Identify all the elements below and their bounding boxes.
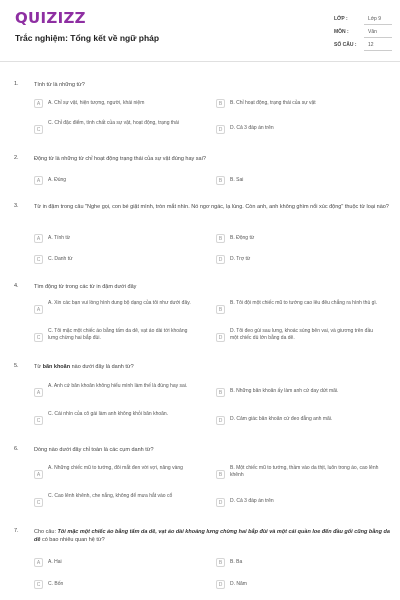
option-letter-box: B [216,99,225,108]
meta-class [334,13,392,26]
option-text: C. Bốn [48,581,64,587]
question-text: Dòng nào dưới đây chỉ toàn là các cụm danh từ? [34,447,154,453]
question-number: 1. [14,81,19,87]
option-text: B. Sai [230,177,244,183]
question-number: 2. [14,155,19,161]
option-text: D. Cả 3 đáp án trên [230,125,274,131]
option-text: A. Những chiếc mũ to tướng, đôi mắt đen vời vợi, nâng vàng [48,465,183,471]
meta-label: SỐ CÂU : [334,42,357,48]
option-letter-box: B [216,176,225,185]
option-text: B. Ba [230,559,243,565]
option-text: C. Cao lênh khênh, che nắng, không để mưa hắt vào cổ [48,493,173,499]
option-text: D. Cả 3 đáp án trên [230,498,274,504]
question-number: 4. [14,283,19,289]
question-text: Tính từ là những từ? [34,82,85,88]
option-text: B. Những băn khoăn ấy làm anh cứ day dứt mãi. [230,388,339,394]
option-letter-box: C [34,580,43,589]
header-divider [0,61,400,62]
option-text: C. Cái nhìn của cô gái làm anh không khỏi băn khoăn. [48,411,169,417]
worksheet-header [0,0,400,62]
option-letter-box: D [216,125,225,134]
option-text: D. Năm [230,581,247,587]
option-letter-box: A [34,558,43,567]
option-letter-box: B [216,470,225,479]
question-number: 3. [14,203,19,209]
option-text: C. Tôi mặc một chiếc áo bằng tấm da dê, vạt áo dài tới khoảng lưng chừng hai bắp đùi. [48,328,188,341]
option-letter-box: A [34,176,43,185]
question-text: Động từ là những từ chỉ hoạt động trạng thái của sự vật đúng hay sai? [34,156,206,162]
meta-subject [334,26,392,39]
meta-value: Lớp 9 [368,16,382,22]
option-letter-box: B [216,388,225,397]
option-letter-box: C [34,125,43,134]
question-number: 6. [14,446,19,452]
option-text: D. Cảm giác băn khoăn cứ đeo đẳng anh mãi. [230,416,333,422]
bold-phrase: băn khoăn [42,364,71,370]
option-letter-box: C [34,416,43,425]
option-text: B. Một chiếc mũ to tướng, thầm vào da thịt, luôn trong áo, cao lênh khênh [230,465,379,478]
option-letter-box: A [34,234,43,243]
option-letter-box: B [216,234,225,243]
question-text: Tìm động từ trong các từ in đậm dưới đây [34,284,137,290]
question-number: 5. [14,363,19,369]
option-text: A. Anh cứ băn khoăn không hiểu mình làm thế là đúng hay sai. [48,383,188,389]
option-text: B. Tôi đội một chiếc mũ to tướng cao lêu đêu chẳng ra hình thù gì. [230,300,378,306]
option-text: C. Chỉ đặc điểm, tính chất của sự vật, hoạt động, trạng thái [48,120,179,126]
option-text: D. Tôi đeo gùi sau lưng, khoác súng bên vai, và giương trên đầu một chiếc dù lớn bằng da dê. [230,328,374,341]
meta-value: Văn [368,29,377,35]
worksheet-meta [334,13,392,52]
option-letter-box: C [34,255,43,264]
option-letter-box: B [216,305,225,314]
question-text: Cho câu: Tôi mặc một chiếc áo bằng tấm da dê, vạt áo dài khoảng lưng chừng hai bắp đùi và một cái quần loe đến đầu gối cũng bằng da dê có bao nhiêu quan hệ từ? [34,529,390,543]
option-letter-box: D [216,333,225,342]
option-letter-box: C [34,333,43,342]
option-text: B. Động từ [230,235,255,241]
meta-question-count [334,39,392,52]
option-letter-box: D [216,255,225,264]
quizizz-logo: QUIZIZZ [15,9,86,27]
option-text: A. Hai [48,559,62,565]
meta-value: 12 [368,42,374,48]
option-letter-box: B [216,558,225,567]
option-letter-box: A [34,470,43,479]
option-letter-box: C [34,498,43,507]
worksheet-title: Trắc nghiệm: Tổng kết về ngữ pháp [15,33,160,43]
option-letter-box: D [216,580,225,589]
option-text: B. Chỉ hoạt động, trạng thái của sự vật [230,100,316,106]
option-text: D. Trợ từ [230,256,251,262]
meta-label: MÔN : [334,29,349,35]
option-letter-box: D [216,416,225,425]
option-letter-box: A [34,388,43,397]
question-text: Từ in đậm trong câu "Nghe gọi, con bé giật mình, tròn mắt nhìn. Nó ngơ ngác, lạ lùng. Còn anh, anh không ghìm nổi xúc động" thuộc từ loại nào? [34,204,389,210]
option-letter-box: A [34,99,43,108]
meta-label: LỚP : [334,16,348,22]
option-text: A. Xin các bạn vui lòng hình dung bộ dạng của tôi như dưới đây. [48,300,191,306]
option-text: C. Danh từ [48,256,73,262]
option-letter-box: D [216,498,225,507]
option-letter-box: A [34,305,43,314]
option-text: A. Chỉ sự vật, hiện tượng, người, khái niệm [48,100,145,106]
option-text: A. Đúng [48,177,67,183]
bold-italic-phrase: Tôi mặc một chiếc áo bằng tấm da dê, vạt áo dài khoảng lưng chừng hai bắp đùi và một cái quần loe đến đầu gối cũng bằng da dê [34,529,390,543]
question-number: 7. [14,528,19,534]
option-text: A. Tính từ [48,235,71,241]
question-text: Từ băn khoăn nào dưới đây là danh từ? [34,364,134,370]
